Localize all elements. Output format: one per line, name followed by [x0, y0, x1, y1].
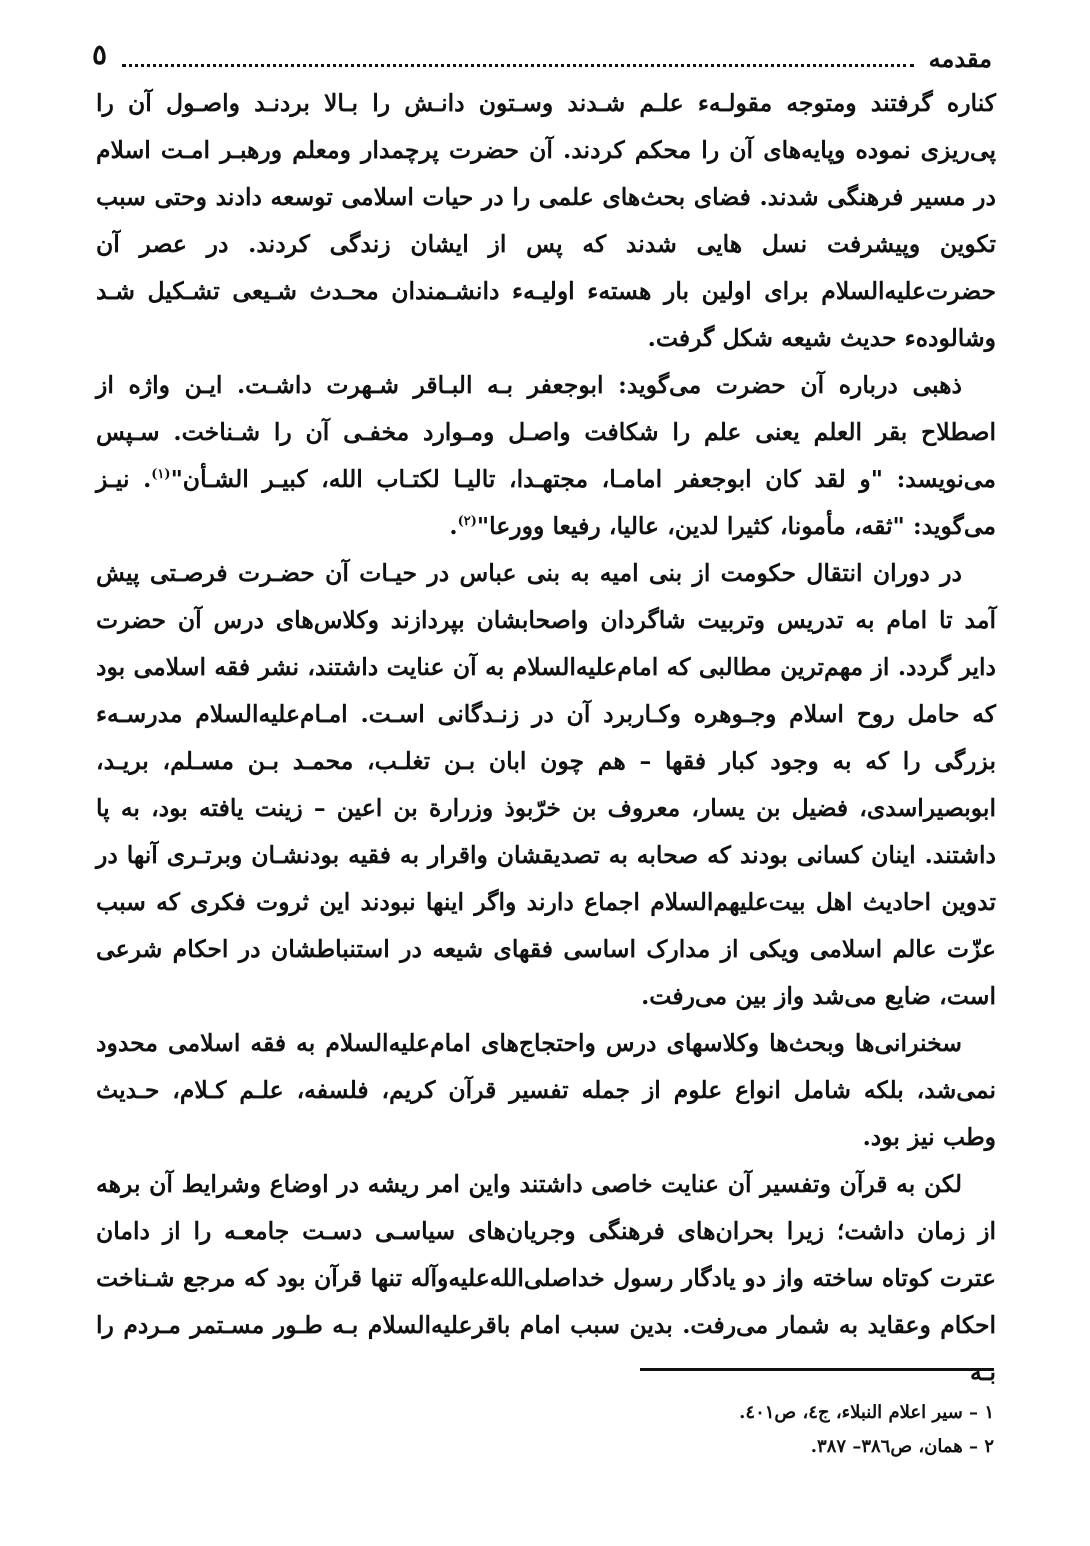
paragraph-3: در دوران انتقال حکومت از بنی امیه به بنی عباس در حیـات آن حضـرت فرصـتی پیش آمد تا امام به تدریس وتربیت شاگردان واصحابشان بپردازند وکلاس‌های درس آن حضرت دایر گردد. از مهم‌ترین مطالبی که امام‌علیه‌السلام به آن عنایت داشتند، نشر فقه اسلامی بود که حامل روح اسلام وجـوهره وکـاربرد آن در زنـدگانی اسـت. امـام‌علیه‌السلام مدرسـهء بزرگی را که به وجود کبار فقها – هم چون ابان بـن تغلـب، محمـد بـن مسـلم، بریـد، ابوبصیراسدی، فضیل بن یسار، معروف بن خرّبوذ وزرارة بن اعین – زینت یافته بود، به پا داشتند. اینان کسانی بودند که صحابه به تصدیقشان واقرار به فقیه بودنشـان وبرتـری آنها در تدوین احادیث اهل بیت‌علیهم‌السلام اجماع دارند واگر اینها نبودند این ثروت فکری که سبب عزّت عالم اسلامی ویکی از مدارک اساسی فقهای شیعه در استنباطشان در احکام شرعی است، ضایع می‌شد واز بین می‌رفت.: [96, 559, 996, 1010]
footnote-2: ٢ – همان، ص٣٨٦– ٣٨٧.: [810, 1436, 994, 1457]
dotted-leader: [122, 64, 914, 67]
paragraph-2-part-c: . نیـز می‌گوید: "ثقه، مأمونا، کثیرا لدین، عالیا، رفیعا وورعا": [96, 465, 996, 540]
paragraph-2-part-b: یعنی علم را شکافت واصـل ومـوارد مخفـی آن را شـناخت. سـپس می‌نویسد: "و لقد کان ابوجعفر امامـا، مجتهـدا، تالیـا لکتـاب الله، کبیـر الشـأن": [96, 418, 996, 493]
footnote-ref-2: (٢): [457, 514, 477, 530]
paragraph-2: [96, 362, 996, 550]
running-header: [92, 38, 992, 78]
paragraph-5: لکن به قرآن وتفسیر آن عنایت خاصی داشتند واین امر ریشه در اوضاع وشرایط آن برهه از زمان داشت؛ زیرا بحران‌های فرهنگی وجریان‌های سیاسـی دسـت جامعـه را از دامان عترت کوتاه ساخته واز دو یادگار رسول خداصلی‌الله‌علیه‌وآله تنها قرآن بود که مرجع شـناخت احکام وعقاید به شمار می‌رفت. بدین سبب امام باقرعلیه‌السلام بـه طـور مسـتمر مـردم را بـه: [96, 1170, 996, 1386]
footnotes: [96, 1396, 994, 1464]
page-number: ٥: [92, 38, 108, 71]
paragraph-1: کناره گرفتند ومتوجه مقولـهء علـم شـدند وسـتون دانـش را بـالا بردنـد واصـول آن را پی‌ریزی نموده وپایه‌های آن را محکم کردند. آن حضرت پرچمدار ومعلم ورهبـر امـت اسلام در مسیر فرهنگی شدند. فضای بحث‌های علمی را در حیات اسلامی توسعه دادند وحتی سبب تکوین وپیشرفت نسل هایی شدند که پس از ایشان زندگی کردند. در عصر آن حضرت‌علیه‌السلام برای اولین بار هستهء اولیـهء دانشـمندان محـدث شـیعی تشـکیل شـد وشالودهء حدیث شیعه شکل گرفت.: [96, 89, 996, 352]
footnote-1: ١ – سیر اعلام النبلاء، ج٤، ص٤٠١.: [739, 1402, 994, 1423]
footnote-separator: [640, 1368, 994, 1371]
bold-term: بقر العلم: [813, 418, 908, 446]
chapter-title: مقدمه: [928, 44, 992, 73]
paragraph-2-part-a: ذهبی درباره آن حضرت می‌گوید: ابوجعفر بـه البـاقر شـهرت داشـت. ایـن واژه از اصطلاح: [96, 371, 996, 446]
paragraph-2-part-d: .: [449, 512, 458, 540]
paragraph-4: سخنرانی‌ها وبحث‌ها وکلاسهای درس واحتجاج‌های امام‌علیه‌السلام به فقه اسلامی محدود نمی‌شد، بلکه شامل انواع علوم از جمله تفسیر قرآن کریم، فلسفه، علـم کـلام، حـدیث وطب نیز بود.: [96, 1029, 996, 1151]
footnote-ref-1: (١): [151, 467, 171, 483]
body-text: [96, 80, 996, 1396]
